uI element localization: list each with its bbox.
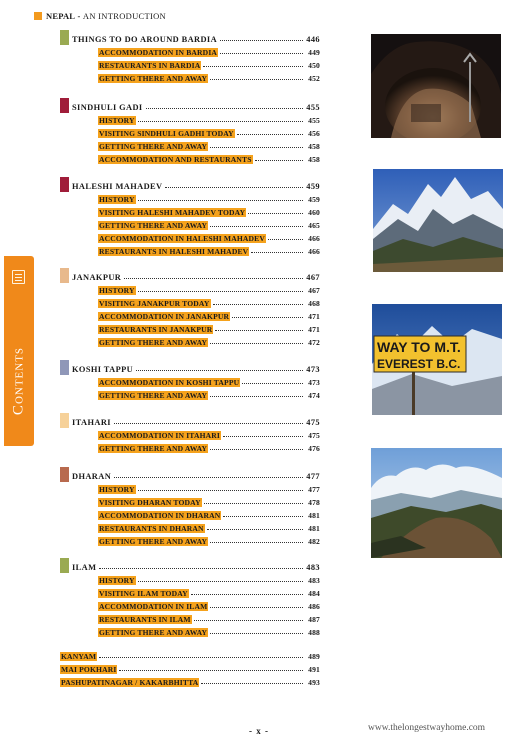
leader-dots bbox=[210, 632, 303, 634]
entry-label: RESTAURANTS IN ILAM bbox=[99, 615, 191, 624]
entry-label: MAI POKHARI bbox=[61, 665, 117, 674]
entry-page-number: 471 bbox=[308, 325, 320, 334]
leader-dots bbox=[138, 580, 303, 582]
section-page-number: 455 bbox=[306, 103, 320, 112]
entry-page-number: 459 bbox=[308, 195, 320, 204]
section-title: DHARAN bbox=[72, 472, 112, 481]
toc-entry[interactable] bbox=[60, 387, 320, 400]
entry-label: RESTAURANTS IN BARDIA bbox=[99, 61, 201, 70]
toc-entry[interactable] bbox=[60, 598, 320, 611]
leader-dots bbox=[136, 369, 303, 371]
entry-page-number: 473 bbox=[308, 378, 320, 387]
snow-mountain-photo bbox=[373, 169, 503, 272]
entry-page-number: 452 bbox=[308, 74, 320, 83]
entry-page-number: 460 bbox=[308, 208, 320, 217]
entry-label: GETTING THERE AND AWAY bbox=[99, 142, 208, 151]
leader-dots bbox=[242, 382, 303, 384]
entry-label: RESTAURANTS IN DHARAN bbox=[99, 524, 204, 533]
header-title: NEPAL bbox=[46, 11, 76, 21]
toc-entry[interactable] bbox=[60, 481, 320, 494]
toc-entry[interactable] bbox=[60, 230, 320, 243]
entry-label: VISITING JANAKPUR TODAY bbox=[99, 299, 210, 308]
toc-entry[interactable] bbox=[60, 440, 320, 453]
toc-entry[interactable] bbox=[60, 282, 320, 295]
entry-label: GETTING THERE AND AWAY bbox=[99, 221, 208, 230]
leader-dots bbox=[207, 528, 303, 530]
toc-entry[interactable] bbox=[60, 44, 320, 57]
section-title: SINDHULI GADI bbox=[72, 103, 143, 112]
leader-dots bbox=[138, 199, 303, 201]
leader-dots bbox=[191, 593, 303, 595]
toc-entry[interactable] bbox=[60, 572, 320, 585]
leader-dots bbox=[194, 619, 303, 621]
entry-page-number: 449 bbox=[308, 48, 320, 57]
toc-entry[interactable] bbox=[60, 427, 320, 440]
entry-label: VISITING SINDHULI GADHI TODAY bbox=[99, 129, 234, 138]
entry-label: PASHUPATINAGAR / KAKARBHITTA bbox=[61, 678, 199, 687]
toc-entry[interactable] bbox=[60, 520, 320, 533]
toc-section bbox=[60, 99, 320, 164]
entry-page-number: 456 bbox=[308, 129, 320, 138]
toc-entry[interactable] bbox=[60, 151, 320, 164]
entry-label: GETTING THERE AND AWAY bbox=[99, 74, 208, 83]
entry-label: ACCOMMODATION IN BARDIA bbox=[99, 48, 218, 57]
header-separator: - bbox=[75, 11, 83, 21]
toc-entry[interactable] bbox=[60, 674, 320, 687]
leader-dots bbox=[210, 541, 303, 543]
leader-dots bbox=[165, 186, 303, 188]
leader-dots bbox=[213, 303, 304, 305]
toc-entry[interactable] bbox=[60, 507, 320, 520]
toc-entry[interactable] bbox=[60, 295, 320, 308]
entry-label: HISTORY bbox=[99, 116, 135, 125]
entry-page-number: 455 bbox=[308, 116, 320, 125]
leader-dots bbox=[210, 225, 303, 227]
leader-dots bbox=[138, 489, 303, 491]
entry-label: ACCOMMODATION IN ITAHARI bbox=[99, 431, 221, 440]
toc-entry[interactable] bbox=[60, 334, 320, 347]
leader-dots bbox=[210, 146, 303, 148]
toc-entry[interactable] bbox=[60, 321, 320, 334]
leader-dots bbox=[215, 329, 303, 331]
leader-dots bbox=[114, 476, 303, 478]
toc-entry[interactable] bbox=[60, 308, 320, 321]
section-page-number: 473 bbox=[306, 365, 320, 374]
section-page-number: 477 bbox=[306, 472, 320, 481]
contents-tab-label: Contents bbox=[10, 346, 27, 416]
entry-label: GETTING THERE AND AWAY bbox=[99, 537, 208, 546]
leader-dots bbox=[255, 159, 303, 161]
entry-page-number: 477 bbox=[308, 485, 320, 494]
section-title: JANAKPUR bbox=[72, 273, 122, 282]
toc-entry[interactable] bbox=[60, 494, 320, 507]
leader-dots bbox=[251, 251, 303, 253]
entry-page-number: 465 bbox=[308, 221, 320, 230]
cave-shrine-photo bbox=[371, 34, 501, 138]
toc-section-heading[interactable] bbox=[60, 361, 320, 374]
header-accent-square bbox=[34, 12, 42, 20]
toc-section bbox=[60, 178, 320, 256]
section-page-number: 459 bbox=[306, 182, 320, 191]
sign-text-line-1: WAY TO M.T. bbox=[377, 339, 461, 355]
toc-section-heading[interactable] bbox=[60, 414, 320, 427]
leader-dots bbox=[114, 422, 303, 424]
leader-dots bbox=[210, 606, 303, 608]
toc-section bbox=[60, 269, 320, 347]
section-title: ILAM bbox=[72, 563, 97, 572]
entry-label: ACCOMMODATION IN JANAKPUR bbox=[99, 312, 230, 321]
section-page-number: 467 bbox=[306, 273, 320, 282]
leader-dots bbox=[223, 435, 303, 437]
entry-page-number: 482 bbox=[308, 537, 320, 546]
entry-page-number: 474 bbox=[308, 391, 320, 400]
entry-label: GETTING THERE AND AWAY bbox=[99, 391, 208, 400]
leader-dots bbox=[99, 567, 303, 569]
section-title: HALESHI MAHADEV bbox=[72, 182, 163, 191]
entry-label: RESTAURANTS IN HALESHI MAHADEV bbox=[99, 247, 249, 256]
toc-section-heading[interactable] bbox=[60, 99, 320, 112]
entry-label: ACCOMMODATION IN ILAM bbox=[99, 602, 208, 611]
himalaya-ridge-photo bbox=[371, 448, 502, 558]
entry-page-number: 475 bbox=[308, 431, 320, 440]
entry-label: GETTING THERE AND AWAY bbox=[99, 444, 208, 453]
leader-dots bbox=[237, 133, 303, 135]
leader-dots bbox=[220, 39, 303, 41]
toc-entry[interactable] bbox=[60, 57, 320, 70]
entry-page-number: 468 bbox=[308, 299, 320, 308]
entry-label: HISTORY bbox=[99, 195, 135, 204]
entry-label: VISITING DHARAN TODAY bbox=[99, 498, 201, 507]
leader-dots bbox=[146, 107, 303, 109]
entry-page-number: 458 bbox=[308, 142, 320, 151]
toc-section-heading[interactable] bbox=[60, 178, 320, 191]
entry-page-number: 489 bbox=[308, 652, 320, 661]
toc-entry[interactable] bbox=[60, 533, 320, 546]
header-subtitle: AN INTRODUCTION bbox=[82, 11, 166, 21]
section-page-number: 446 bbox=[306, 35, 320, 44]
toc-entry[interactable] bbox=[60, 217, 320, 230]
toc-entry[interactable] bbox=[60, 70, 320, 83]
leader-dots bbox=[220, 52, 303, 54]
entry-label: ACCOMMODATION IN HALESHI MAHADEV bbox=[99, 234, 266, 243]
entry-page-number: 466 bbox=[308, 234, 320, 243]
section-title: ITAHARI bbox=[72, 418, 111, 427]
entry-page-number: 484 bbox=[308, 589, 320, 598]
entry-page-number: 493 bbox=[308, 678, 320, 687]
toc-section-heading[interactable] bbox=[60, 468, 320, 481]
leader-dots bbox=[138, 290, 303, 292]
leader-dots bbox=[124, 277, 303, 279]
leader-dots bbox=[210, 78, 303, 80]
document-list-icon bbox=[12, 270, 25, 284]
entry-page-number: 481 bbox=[308, 524, 320, 533]
entry-page-number: 466 bbox=[308, 247, 320, 256]
entry-page-number: 481 bbox=[308, 511, 320, 520]
entry-label: VISITING HALESHI MAHADEV TODAY bbox=[99, 208, 246, 217]
toc-section bbox=[60, 468, 320, 546]
toc-section bbox=[60, 361, 320, 400]
entry-page-number: 478 bbox=[308, 498, 320, 507]
section-page-number: 475 bbox=[306, 418, 320, 427]
toc-entry[interactable] bbox=[60, 624, 320, 637]
entry-page-number: 450 bbox=[308, 61, 320, 70]
toc-bottom-entries bbox=[60, 648, 320, 687]
section-page-number: 483 bbox=[306, 563, 320, 572]
leader-dots bbox=[268, 238, 303, 240]
running-header bbox=[34, 11, 166, 21]
leader-dots bbox=[99, 656, 303, 658]
toc-entry[interactable] bbox=[60, 585, 320, 598]
toc-entry[interactable] bbox=[60, 125, 320, 138]
toc-section-heading[interactable] bbox=[60, 559, 320, 572]
entry-page-number: 471 bbox=[308, 312, 320, 321]
toc-section bbox=[60, 31, 320, 83]
toc-section bbox=[60, 559, 320, 637]
toc-entry[interactable] bbox=[60, 243, 320, 256]
leader-dots bbox=[119, 669, 303, 671]
entry-page-number: 472 bbox=[308, 338, 320, 347]
leader-dots bbox=[223, 515, 303, 517]
toc-entry[interactable] bbox=[60, 112, 320, 125]
entry-page-number: 458 bbox=[308, 155, 320, 164]
entry-label: GETTING THERE AND AWAY bbox=[99, 628, 208, 637]
leader-dots bbox=[138, 120, 303, 122]
entry-page-number: 467 bbox=[308, 286, 320, 295]
entry-page-number: 486 bbox=[308, 602, 320, 611]
entry-page-number: 487 bbox=[308, 615, 320, 624]
leader-dots bbox=[248, 212, 303, 214]
entry-label: ACCOMMODATION IN KOSHI TAPPU bbox=[99, 378, 240, 387]
entry-label: HISTORY bbox=[99, 576, 135, 585]
entry-label: GETTING THERE AND AWAY bbox=[99, 338, 208, 347]
toc-section-heading[interactable] bbox=[60, 269, 320, 282]
contents-side-tab bbox=[4, 256, 34, 446]
toc-section-heading[interactable] bbox=[60, 31, 320, 44]
entry-label: HISTORY bbox=[99, 286, 135, 295]
entry-label: HISTORY bbox=[99, 485, 135, 494]
toc-entry[interactable] bbox=[60, 374, 320, 387]
leader-dots bbox=[210, 342, 303, 344]
entry-label: ACCOMMODATION AND RESTAURANTS bbox=[99, 155, 252, 164]
everest-signpost-photo bbox=[372, 304, 502, 415]
toc-entry[interactable] bbox=[60, 611, 320, 624]
entry-page-number: 491 bbox=[308, 665, 320, 674]
entry-page-number: 488 bbox=[308, 628, 320, 637]
entry-label: KANYAM bbox=[61, 652, 97, 661]
section-title: KOSHI TAPPU bbox=[72, 365, 134, 374]
toc-section bbox=[60, 414, 320, 453]
entry-label: RESTAURANTS IN JANAKPUR bbox=[99, 325, 213, 334]
leader-dots bbox=[210, 395, 303, 397]
website-url: www.thelongestwayhome.com bbox=[368, 723, 486, 733]
toc-entry[interactable] bbox=[60, 661, 320, 674]
entry-label: VISITING ILAM TODAY bbox=[99, 589, 188, 598]
entry-label: ACCOMMODATION IN DHARAN bbox=[99, 511, 221, 520]
entry-page-number: 476 bbox=[308, 444, 320, 453]
section-title: THINGS TO DO AROUND BARDIA bbox=[72, 35, 218, 44]
leader-dots bbox=[203, 65, 303, 67]
toc-entry[interactable] bbox=[60, 648, 320, 661]
toc-entry[interactable] bbox=[60, 138, 320, 151]
page-number: - x - bbox=[249, 726, 269, 736]
entry-page-number: 483 bbox=[308, 576, 320, 585]
leader-dots bbox=[232, 316, 303, 318]
toc-entry[interactable] bbox=[60, 204, 320, 217]
leader-dots bbox=[201, 682, 303, 684]
toc-entry[interactable] bbox=[60, 191, 320, 204]
sign-text-line-2: EVEREST B.C. bbox=[377, 357, 461, 371]
leader-dots bbox=[210, 448, 303, 450]
leader-dots bbox=[204, 502, 303, 504]
